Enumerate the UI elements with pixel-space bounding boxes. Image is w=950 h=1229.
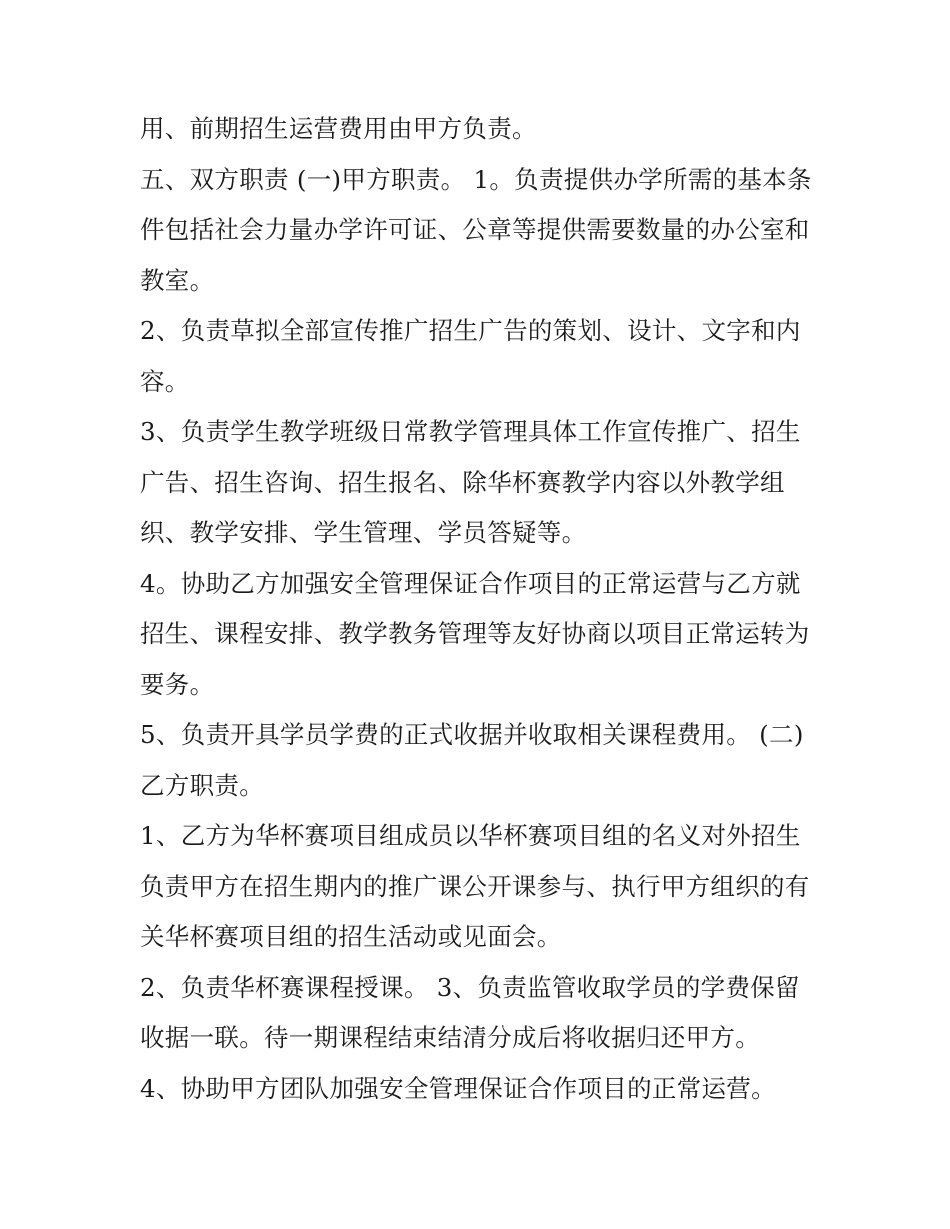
paragraph-party-b-4 [140,1064,820,1115]
text-line: 件包括社会力量办学许可证、公章等提供需要数量的办公室和 [140,215,810,244]
text-line: 关华杯赛项目组的招生活动或见面会。 [140,922,562,951]
paragraph-party-a-2 [140,306,820,407]
paragraph-party-b-1 [140,811,820,963]
paragraph-party-b-2-3 [140,963,820,1064]
text-line: 收据一联。待一期课程结束结清分成后将收据归还甲方。 [140,1023,760,1052]
text-line: 2、负责华杯赛课程授课。 3、负责监管收取学员的学费保留 [140,972,800,1002]
paragraph-party-a-4 [140,559,820,711]
text-line: 负责甲方在招生期内的推广课公开课参与、执行甲方组织的有 [140,871,810,901]
text-line: 教室。 [140,265,215,295]
paragraph-duties-party-a-1 [140,155,820,307]
text-line: 2、负责草拟全部宣传推广招生广告的策划、设计、文字和内 [140,316,801,345]
text-line: 4。协助乙方加强安全管理保证合作项目的正常运营与乙方就 [140,568,801,598]
text-line: 4、协助甲方团队加强安全管理保证合作项目的正常运营。 [140,1073,776,1103]
paragraph-fee-responsibility [140,104,820,155]
paragraph-party-a-5 [140,710,820,811]
paragraph-party-a-3 [140,407,820,559]
text-line: 容。 [140,366,190,396]
document-body [140,104,820,1114]
text-line: 要务。 [140,669,215,699]
text-line: 3、负责学生教学班级日常教学管理具体工作宣传推广、招生 [140,417,801,446]
text-line: 招生、课程安排、教学教务管理等友好协商以项目正常运转为 [140,619,810,648]
text-line: 五、双方职责 (一)甲方职责。 1。负责提供办学所需的基本条 [140,164,812,194]
text-line: 1、乙方为华杯赛项目组成员以华杯赛项目组的名义对外招生 [140,821,801,850]
text-line: 5、负责开具学员学费的正式收据并收取相关课程费用。 (二) [140,720,804,749]
text-line: 广告、招生咨询、招生报名、除华杯赛教学内容以外教学组 [140,467,785,497]
text-line: 织、教学安排、学生管理、学员答疑等。 [140,518,587,547]
text-line: 用、前期招生运营费用由甲方负责。 [140,114,537,143]
text-line: 乙方职责。 [140,770,264,800]
